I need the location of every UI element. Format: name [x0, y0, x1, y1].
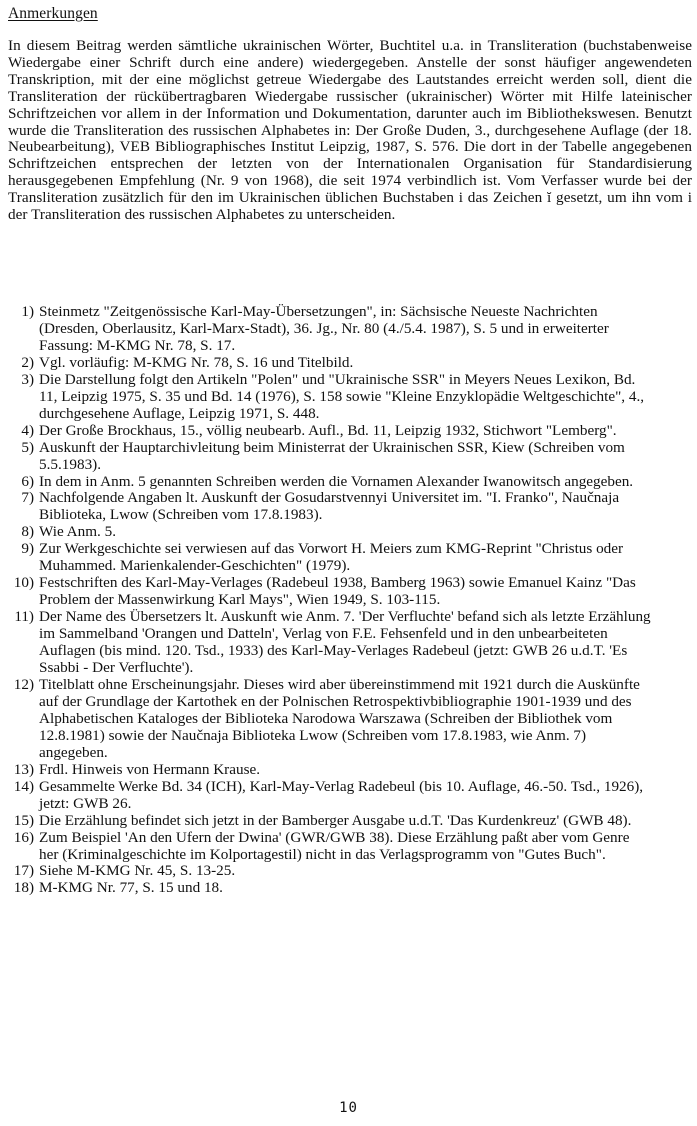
- footnote-text: Die Erzählung befindet sich jetzt in der Bamberger Ausgabe u.d.T. 'Das Kurdenkreuz' (GWB 48).: [39, 811, 632, 829]
- page-number: 10: [339, 1100, 358, 1116]
- footnote-text: Titelblatt ohne Erscheinungsjahr. Dieses wird aber übereinstimmend mit 1921 durch die Auskünfte auf der Grundlage der Kartothek en der Polnischen Retrospektivbibliographie 1901-1939 und des Alphabetischen Kataloges der Biblioteka Narodowa Warszawa (Schreiben der Bibliothek vom 12.8.1981) sowie der Naučnaja Biblioteka Lwow (Schreiben vom 17.8.1983, wie Anm. 7) angegeben.: [39, 675, 640, 761]
- section-heading: Anmerkungen: [8, 5, 98, 22]
- footnote-item: [8, 490, 692, 524]
- footnote-number: 11): [14, 608, 34, 626]
- footnote-text: Auskunft der Hauptarchivleitung beim Ministerrat der Ukrainischen SSR, Kiew (Schreiben vom 5.5.1983).: [39, 438, 625, 473]
- footnote-text: Zur Werkgeschichte sei verwiesen auf das Vorwort H. Meiers zum KMG-Reprint "Christus oder Muhammed. Marienkalender-Geschichten" (1979).: [39, 540, 624, 575]
- footnote-number: 8): [21, 523, 34, 541]
- footnote-item: [8, 575, 692, 609]
- footnote-number: 16): [13, 828, 34, 846]
- footnote-text: Nachfolgende Angaben lt. Auskunft der Gosudarstvennyi Universitet im. "I. Franko", Naučnaja Biblioteka, Lwow (Schreiben vom 17.8.1983).: [39, 489, 620, 524]
- footnote-number: 2): [21, 353, 34, 371]
- footnote-item: [8, 304, 692, 355]
- footnote-item: [8, 762, 692, 779]
- footnote-number: 10): [13, 574, 34, 592]
- footnote-item: [8, 355, 692, 372]
- footnote-number: 4): [21, 421, 34, 439]
- footnote-text: Steinmetz "Zeitgenössische Karl-May-Übersetzungen", in: Sächsische Neueste Nachrichten (Dresden, Oberlausitz, Karl-Marx-Stadt), 36. Jg., Nr. 80 (4./5.4. 1987), S. 5 und in erweiterter Fassung: M-KMG Nr. 78, S. 17.: [39, 303, 609, 354]
- footnote-item: [8, 524, 692, 541]
- footnote-number: 18): [13, 879, 34, 897]
- footnote-item: [8, 440, 692, 474]
- footnote-item: [8, 813, 692, 830]
- footnote-number: 1): [21, 303, 34, 320]
- footnote-text: Vgl. vorläufig: M-KMG Nr. 78, S. 16 und Titelbild.: [39, 353, 354, 371]
- footnote-number: 9): [21, 540, 34, 558]
- footnote-number: 17): [13, 862, 34, 880]
- footnote-text: Festschriften des Karl-May-Verlages (Radebeul 1938, Bamberg 1963) sowie Emanuel Kainz "Das Problem der Massenwirkung Karl Mays", Wien 1949, S. 103-115.: [39, 574, 636, 609]
- footnote-item: [8, 677, 692, 762]
- footnote-text: M-KMG Nr. 77, S. 15 und 18.: [39, 879, 223, 897]
- footnote-item: [8, 423, 692, 440]
- footnote-text: Die Darstellung folgt den Artikeln "Polen" und "Ukrainische SSR" in Meyers Neues Lexikon, Bd. 11, Leipzig 1975, S. 35 und Bd. 14 (1976), S. 158 sowie "Kleine Enzyklopädie Weltgeschichte", 4., durchgesehene Auflage, Leipzig 1971, S. 448.: [39, 370, 645, 422]
- footnote-item: [8, 474, 692, 491]
- footnote-number: 15): [13, 811, 34, 829]
- footnote-text: Der Name des Übersetzers lt. Auskunft wie Anm. 7. 'Der Verfluchte' befand sich als letzte Erzählung im Sammelband 'Orangen und Datteln', Verlag von F.E. Fehsenfeld und in den unbearbeiteten Auflagen (bis mind. 120. Tsd., 1933) des Karl-May-Verlages Radebeul (jetzt: GWB 26 u.d.T. 'Es Ssabbi - Der Verfluchte').: [39, 608, 651, 677]
- footnote-text: Gesammelte Werke Bd. 34 (ICH), Karl-May-Verlag Radebeul (bis 10. Auflage, 46.-50. Tsd., 1926), jetzt: GWB 26.: [39, 777, 644, 812]
- footnote-text: Frdl. Hinweis von Hermann Krause.: [39, 760, 261, 778]
- footnote-text: Zum Beispiel 'An den Ufern der Dwina' (GWR/GWB 38). Diese Erzählung paßt aber vom Genre her (Kriminalgeschichte im Kolportagestil) nicht in das Verlagsprogramm von "Gutes Buch".: [39, 828, 630, 863]
- footnote-item: [8, 830, 692, 864]
- footnote-number: 14): [13, 777, 34, 795]
- footnote-number: 3): [21, 370, 34, 388]
- footnote-item: [8, 609, 692, 677]
- footnote-item: [8, 372, 692, 423]
- footnote-number: 7): [21, 489, 34, 507]
- footnote-text: Siehe M-KMG Nr. 45, S. 13-25.: [39, 862, 236, 880]
- footnote-number: 12): [13, 675, 34, 693]
- footnote-text: Der Große Brockhaus, 15., völlig neubearb. Aufl., Bd. 11, Leipzig 1932, Stichwort "Lemberg".: [39, 421, 617, 439]
- footnote-text: Wie Anm. 5.: [39, 523, 117, 541]
- footnote-number: 13): [13, 760, 34, 778]
- intro-paragraph: In diesem Beitrag werden sämtliche ukrainischen Wörter, Buchtitel u.a. in Transliteration (buchstabenweise Wiedergabe einer Schrift durch eine andere) wiedergegeben. Anstelle der sonst häufiger angewendeten Transkription, mit der eine möglichst getreue Wiedergabe des Lautstandes erreicht werden soll, dient die Transliteration der rückübertragbaren Wiedergabe russischer (ukrainischer) Wörter mit Hilfe lateinischer Schriftzeichen vor allem in der Information und Dokumentation, darunter auch im Bibliothekswesen. Benutzt wurde die Transliteration des russischen Alphabetes in: Der Große Duden, 3., durchgesehene Auflage (der 18. Neubearbeitung), VEB Bibliographisches Institut Leipzig, 1987, S. 576. Die dort in der Tabelle angegebenen Schriftzeichen entsprechen der letzten von der Internationalen Organisation für Standardisierung herausgegebenen Empfehlung (Nr. 9 von 1968), die seit 1974 verbindlich ist. Vom Verfasser wurde bei der Transliteration zusätzlich für den im Ukrainischen üblichen Buchstaben i das Zeichen ĭ gesetzt, um ihn vom i der Transliteration des russischen Alphabetes zu unterscheiden.: [8, 37, 692, 224]
- footnote-item: [8, 880, 692, 897]
- footnote-number: 6): [21, 472, 34, 490]
- footnote-item: [8, 541, 692, 575]
- footnote-item: [8, 863, 692, 880]
- footnote-item: [8, 779, 692, 813]
- footnote-number: 5): [21, 438, 34, 456]
- footnote-text: In dem in Anm. 5 genannten Schreiben werden die Vornamen Alexander Iwanowitsch angegeben.: [39, 472, 634, 490]
- footnotes-list: [8, 304, 692, 897]
